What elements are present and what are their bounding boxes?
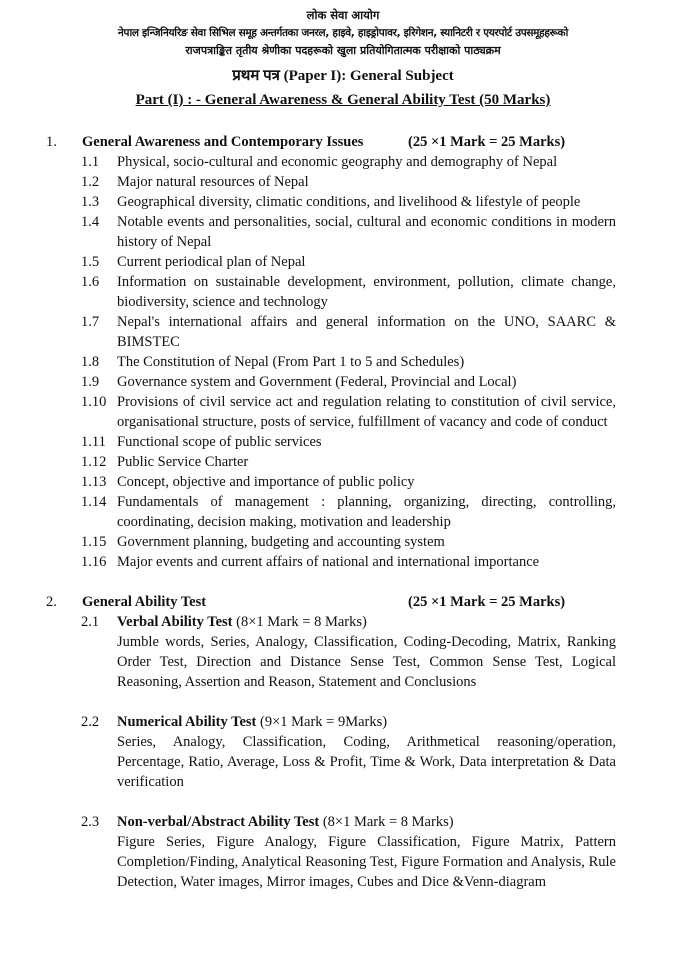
item-text: Geographical diversity, climatic conditions, and livelihood & lifestyle of people [117,194,581,210]
item-text: Functional scope of public services [117,434,322,450]
list-item [0,492,686,532]
header-commission-name: लोक सेवा आयोग [306,8,380,22]
list-item [0,552,686,572]
list-item [0,252,686,272]
list-item [0,432,686,452]
subsection-marks: (8×1 Mark = 8 Marks) [319,814,454,830]
subsection-number: 2.1 [81,614,100,630]
item-number: 1.14 [81,494,107,510]
subsection-heading [0,612,686,632]
item-number: 1.10 [81,394,107,410]
item-number: 1.13 [81,474,107,490]
section-2-heading [0,592,686,612]
section-number: 1. [46,134,57,150]
item-number: 1.16 [81,554,107,570]
item-text: Notable events and personalities, social, cultural and economic conditions in modern history of Nepal [117,214,616,250]
header-service-line: नेपाल इन्जिनियरिङ सेवा सिभिल समूह अन्तर्गतका जनरल, हाइवे, हाइड्रोपावर, इरिगेशन, स्यानिटरी र एयरपोर्ट उपसमूहहरूको [117,27,569,39]
list-item [0,152,686,172]
item-number: 1.9 [81,374,100,390]
list-item [0,172,686,192]
item-number: 1.11 [81,434,106,450]
item-number: 1.6 [81,274,100,290]
list-item [0,352,686,372]
item-text: Physical, socio-cultural and economic geography and demography of Nepal [117,154,558,170]
item-text: Information on sustainable development, environment, pollution, climate change, biodiversity, science and technology [117,274,616,310]
list-item [0,192,686,212]
item-text: The Constitution of Nepal (From Part 1 to 5 and Schedules) [117,354,465,370]
subsection-number: 2.2 [81,714,100,730]
list-item [0,472,686,492]
subsection-body: Jumble words, Series, Analogy, Classification, Coding-Decoding, Matrix, Ranking Order Test, Direction and Distance Sense Test, Common Sense Test, Logical Reasoning, Assertion and Reason, Statement and Conclusions [117,634,616,690]
item-text: Major events and current affairs of national and international importance [117,554,540,570]
item-text: Fundamentals of management : planning, organizing, directing, controlling, coordinating, decision making, motivation and leadership [117,494,616,530]
item-text: Concept, objective and importance of public policy [117,474,415,490]
section-1-items [0,152,686,572]
section-1-heading [0,132,686,152]
subsection-heading [0,712,686,732]
subsection-title: Numerical Ability Test [117,714,257,730]
item-number: 1.4 [81,214,100,230]
header-syllabus-line: राजपत्राङ्कित तृतीय श्रेणीका पदहरूको खुला प्रतियोगितात्मक परीक्षाको पाठ्यक्रम [185,44,501,57]
item-number: 1.2 [81,174,100,190]
item-number: 1.3 [81,194,100,210]
item-number: 1.5 [81,254,100,270]
list-item [0,452,686,472]
item-text: Current periodical plan of Nepal [117,254,306,270]
list-item [0,272,686,312]
subsection-title: Verbal Ability Test [117,614,233,630]
item-number: 1.1 [81,154,100,170]
section-number: 2. [46,594,57,610]
section-title: General Ability Test [82,594,207,610]
list-item [0,212,686,252]
item-text: Governance system and Government (Federal, Provincial and Local) [117,374,517,390]
list-item [0,532,686,552]
subsection-marks: (8×1 Mark = 8 Marks) [232,614,367,630]
subsection-body: Series, Analogy, Classification, Coding, Arithmetical reasoning/operation, Percentage, Ratio, Average, Loss & Profit, Time & Work, Data interpretation & Data verification [117,734,616,790]
item-number: 1.8 [81,354,100,370]
item-text: Government planning, budgeting and accounting system [117,534,445,550]
list-item [0,372,686,392]
list-item [0,312,686,352]
section-marks: (25 ×1 Mark = 25 Marks) [408,134,566,150]
item-number: 1.7 [81,314,100,330]
item-text: Major natural resources of Nepal [117,174,309,190]
paper-title: प्रथम पत्र (Paper I): General Subject [232,68,454,84]
subsection-number: 2.3 [81,814,100,830]
section-title: General Awareness and Contemporary Issues [82,134,364,150]
subsection-body: Figure Series, Figure Analogy, Figure Classification, Figure Matrix, Pattern Completion/Finding, Analytical Reasoning Test, Figure Formation and Analysis, Rule Detection, Water images, Mirror images, Cubes and Dice &Venn-diagram [117,834,616,890]
subsection-title: Non-verbal/Abstract Ability Test [117,814,320,830]
item-text: Nepal's international affairs and general information on the UNO, SAARC & BIMSTEC [117,314,616,350]
item-number: 1.15 [81,534,107,550]
subsection-marks: (9×1 Mark = 9Marks) [256,714,388,730]
section-marks: (25 ×1 Mark = 25 Marks) [408,594,566,610]
subsection-heading [0,812,686,832]
list-item [0,392,686,432]
item-text: Provisions of civil service act and regulation relating to constitution of civil service, organisational structure, posts of service, fulfillment of vacancy and code of conduct [117,394,616,430]
item-text: Public Service Charter [117,454,249,470]
item-number: 1.12 [81,454,107,470]
part-title: Part (I) : - General Awareness & General Ability Test (50 Marks) [135,92,551,108]
